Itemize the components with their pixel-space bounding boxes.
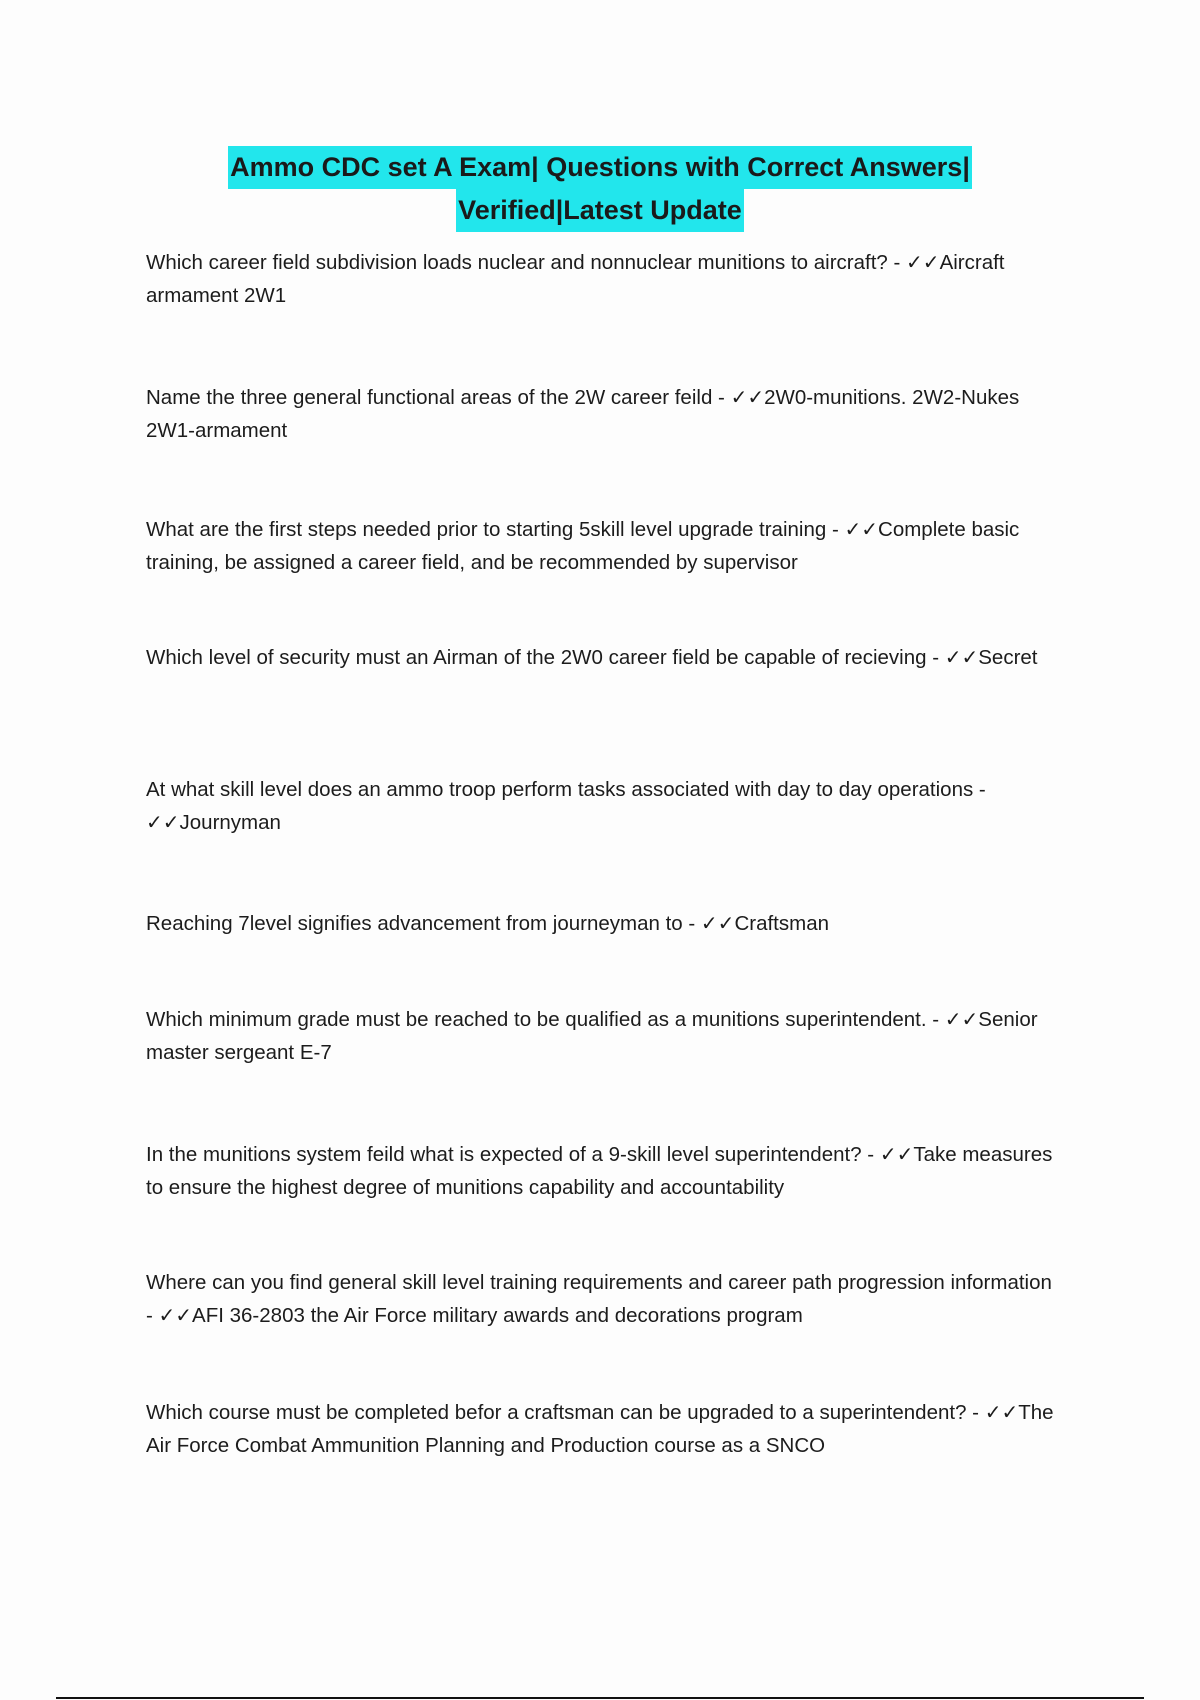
answer-text: The Air Force Combat Ammunition Planning and Production course as a SNCO <box>146 1401 1054 1457</box>
question-text: Where can you find general skill level training requirements and career path progression information - <box>146 1271 1052 1327</box>
qa-item-4 <box>146 641 1056 674</box>
check-mark-icon: ✓✓ <box>700 911 735 935</box>
question-text: Which course must be completed befor a craftsman can be upgraded to a superintendent? - <box>146 1401 985 1424</box>
qa-item-7 <box>146 1003 1056 1069</box>
answer-text: Aircraft armament 2W1 <box>146 251 1005 307</box>
footer-divider <box>56 1697 1144 1699</box>
answer-text: Craftsman <box>734 912 829 935</box>
check-mark-icon: ✓✓ <box>906 250 940 274</box>
question-text: What are the first steps needed prior to starting 5skill level upgrade training - <box>146 518 845 541</box>
qa-item-8 <box>146 1138 1056 1204</box>
qa-item-5 <box>146 773 1056 839</box>
answer-text: Take measures to ensure the highest degree of munitions capability and accountability <box>146 1143 1053 1199</box>
question-text: At what skill level does an ammo troop perform tasks associated with day to day operations - <box>146 778 986 801</box>
answer-text: AFI 36-2803 the Air Force military awards and decorations program <box>192 1304 803 1327</box>
question-text: Name the three general functional areas of the 2W career feild - <box>146 386 731 409</box>
check-mark-icon: ✓✓ <box>146 810 180 834</box>
answer-text: Complete basic training, be assigned a career field, and be recommended by supervisor <box>146 518 1020 574</box>
qa-item-9 <box>146 1266 1056 1332</box>
title-line-2: Verified|Latest Update <box>456 189 744 232</box>
question-text: Which minimum grade must be reached to be qualified as a munitions superintendent. - <box>146 1008 945 1031</box>
qa-item-3 <box>146 513 1056 579</box>
qa-item-6 <box>146 907 1056 940</box>
document-title <box>0 146 1200 232</box>
check-mark-icon: ✓✓ <box>984 1400 1019 1424</box>
check-mark-icon: ✓✓ <box>944 1007 979 1031</box>
answer-text: Senior master sergeant E-7 <box>146 1008 1038 1064</box>
qa-item-1 <box>146 246 1056 312</box>
question-text: Which career field subdivision loads nuclear and nonnuclear munitions to aircraft? - <box>146 251 907 274</box>
title-line-1: Ammo CDC set A Exam| Questions with Correct Answers| <box>228 146 972 189</box>
question-text: Which level of security must an Airman of the 2W0 career field be capable of recieving - <box>146 646 945 669</box>
check-mark-icon: ✓✓ <box>944 645 979 669</box>
qa-item-2 <box>146 381 1056 447</box>
question-text: Reaching 7level signifies advancement from journeyman to - <box>146 912 701 935</box>
answer-text: Journyman <box>179 811 281 834</box>
check-mark-icon: ✓✓ <box>730 385 765 409</box>
qa-item-10 <box>146 1396 1056 1462</box>
check-mark-icon: ✓✓ <box>844 517 879 541</box>
check-mark-icon: ✓✓ <box>879 1142 914 1166</box>
question-text: In the munitions system feild what is expected of a 9-skill level superintendent? - <box>146 1143 880 1166</box>
answer-text: 2W0-munitions. 2W2-Nukes 2W1-armament <box>146 386 1020 442</box>
check-mark-icon: ✓✓ <box>158 1303 193 1327</box>
answer-text: Secret <box>978 646 1038 669</box>
